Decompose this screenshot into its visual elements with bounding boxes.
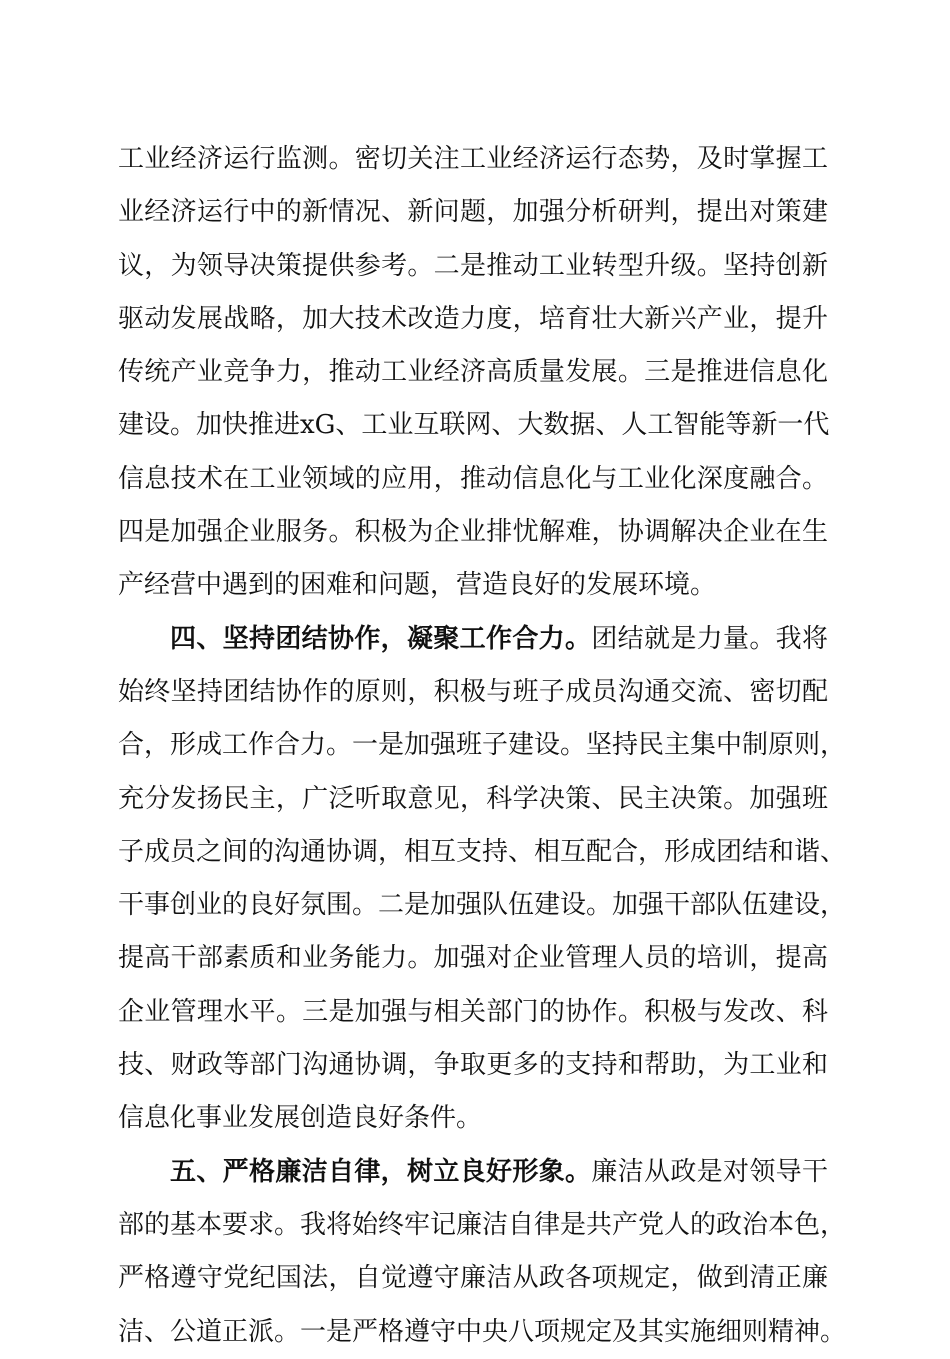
paragraph-line: 四是加强企业服务。积极为企业排忧解难，协调解决企业在生 [118,517,828,548]
section-heading-4: 四、坚持团结协作，凝聚工作合力。 [170,623,592,654]
paragraph-line: 驱动发展战略，加大技术改造力度，培育壮大新兴产业，提升 [118,303,828,334]
paragraph-line: 建设。加快推进xG、工业互联网、大数据、人工智能等新一代 [118,410,830,441]
paragraph-line: 信息技术在工业领域的应用，推动信息化与工业化深度融合。 [118,463,828,494]
section-heading-line [118,1146,828,1199]
paragraph-line: 严格遵守党纪国法，自觉遵守廉洁从政各项规定，做到清正廉 [118,1263,828,1294]
paragraph-line: 工业经济运行监测。密切关注工业经济运行态势，及时掌握工 [118,144,828,174]
paragraph-text: 团结就是力量。我将 [591,623,828,654]
paragraph-line: 提高干部素质和业务能力。加强对企业管理人员的培训，提高 [118,943,828,974]
paragraph-line: 产经营中遇到的困难和问题，营造良好的发展环境。 [118,570,717,601]
paragraph-line: 议，为领导决策提供参考。二是推动工业转型升级。坚持创新 [118,250,828,281]
section-heading-5: 五、严格廉洁自律，树立良好形象。 [170,1156,592,1187]
paragraph-line: 干事创业的良好氛围。二是加强队伍建设。加强干部队伍建设， [118,890,847,921]
paragraph-line: 合，形成工作合力。一是加强班子建设。坚持民主集中制原则， [118,730,847,761]
paragraph-line: 业经济运行中的新情况、新问题，加强分析研判，提出对策建 [118,197,828,228]
section-heading-line [118,613,828,666]
paragraph-text: 廉洁从政是对领导干 [591,1156,828,1187]
paragraph-line: 传统产业竞争力，推动工业经济高质量发展。三是推进信息化 [118,357,828,388]
paragraph-line: 洁、公道正派。一是严格遵守中央八项规定及其实施细则精神。 [118,1316,847,1347]
paragraph-line: 企业管理水平。三是加强与相关部门的协作。积极与发改、科 [118,996,828,1027]
body-text [118,133,847,1359]
paragraph-line: 充分发扬民主，广泛听取意见，科学决策、民主决策。加强班 [118,783,828,814]
paragraph-line: 信息化事业发展创造良好条件。 [118,1103,483,1134]
paragraph-line: 技、财政等部门沟通协调，争取更多的支持和帮助，为工业和 [118,1050,828,1081]
paragraph-line: 始终坚持团结协作的原则，积极与班子成员沟通交流、密切配 [118,676,828,707]
paragraph-line: 子成员之间的沟通协调，相互支持、相互配合，形成团结和谐、 [118,836,847,867]
paragraph-line: 部的基本要求。我将始终牢记廉洁自律是共产党人的政治本色， [118,1209,847,1240]
